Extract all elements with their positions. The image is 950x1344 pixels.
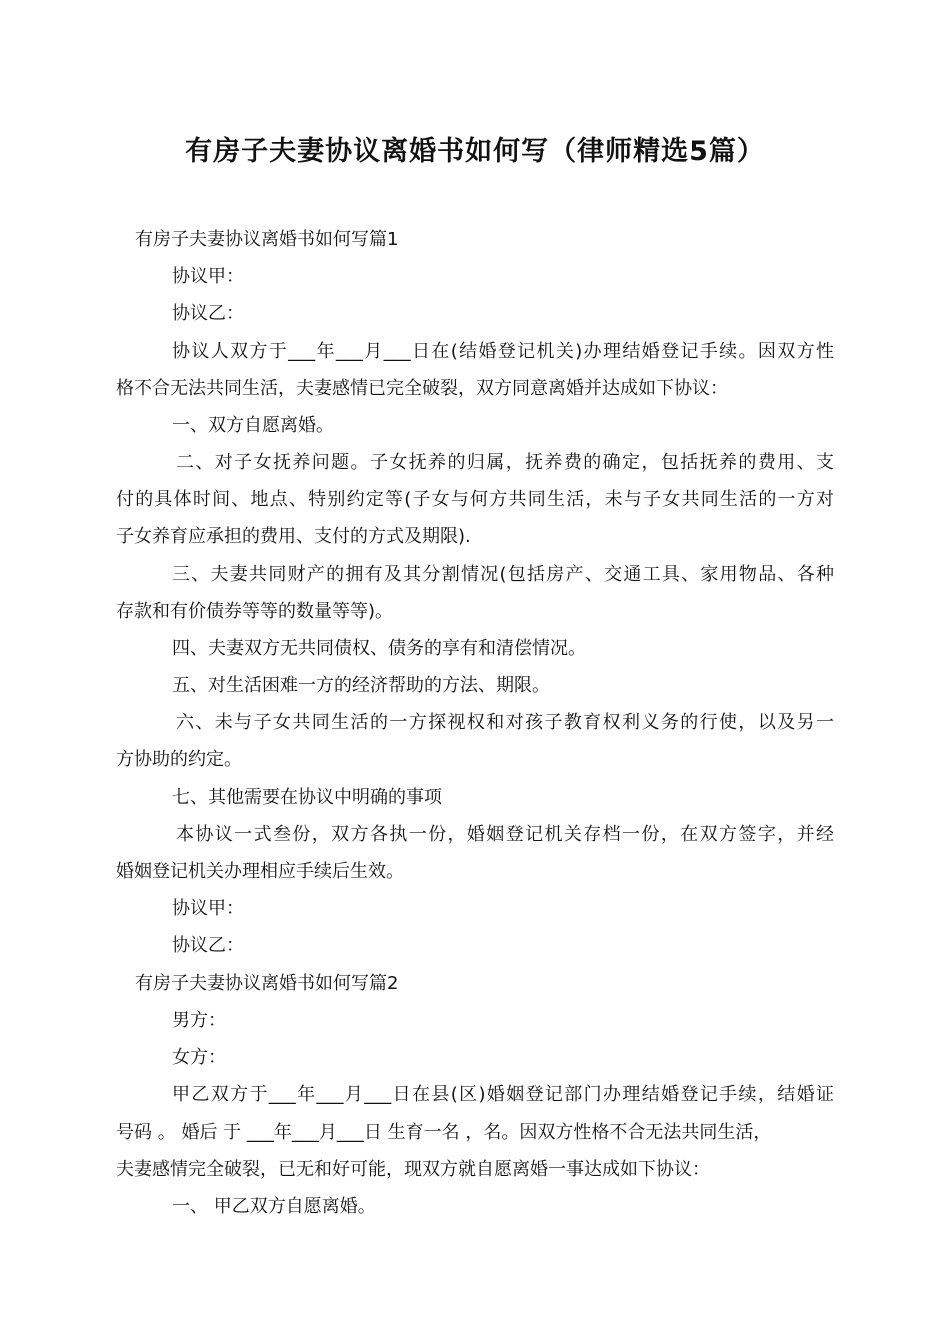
clause-6-line: 方协助的约定。 bbox=[116, 749, 242, 770]
party-b-label: 协议乙： bbox=[172, 303, 244, 324]
clause-1: 一、 甲乙双方自愿离婚。 bbox=[172, 1196, 376, 1217]
clause-1: 一、双方自愿离婚。 bbox=[172, 415, 334, 436]
clause-2-line: 子女养育应承担的费用、支付的方式及期限). bbox=[116, 526, 471, 547]
paragraph-line: 协议人双方于___年___月___日在(结婚登记机关)办理结婚登记手续。因双方性 bbox=[172, 341, 834, 362]
female-party-label: 女方： bbox=[172, 1047, 226, 1068]
clause-3-line: 存款和有价债券等等的数量等等)。 bbox=[116, 601, 394, 622]
clause-2-line: 付的具体时间、地点、特别约定等(子女与何方共同生活，未与子女共同生活的一方对 bbox=[116, 489, 834, 510]
section-heading-1: 有房子夫妻协议离婚书如何写篇1 bbox=[135, 229, 399, 250]
clause-7: 七、其他需要在协议中明确的事项 bbox=[172, 787, 442, 808]
clause-4: 四、夫妻双方无共同债权、债务的享有和清偿情况。 bbox=[172, 638, 586, 659]
section-heading-2: 有房子夫妻协议离婚书如何写篇2 bbox=[135, 973, 399, 994]
clause-2-line: 二、对子女抚养问题。子女抚养的归属，抚养费的确定，包括抚养的费用、支 bbox=[176, 452, 834, 473]
closing-paragraph-line: 本协议一式叁份，双方各执一份，婚姻登记机关存档一份，在双方签字，并经 bbox=[176, 824, 834, 845]
paragraph-line: 夫妻感情完全破裂，已无和好可能，现双方就自愿离婚一事达成如下协议： bbox=[116, 1159, 710, 1180]
paragraph-line: 格不合无法共同生活，夫妻感情已完全破裂，双方同意离婚并达成如下协议： bbox=[116, 378, 728, 399]
paragraph-line: 号码 。 婚后 于 ___年___月___日 生育一名 ，名。因双方性格不合无法共同生活， bbox=[116, 1122, 772, 1143]
paragraph-line: 甲乙双方于___年___月___日在县(区)婚姻登记部门办理结婚登记手续，结婚证 bbox=[172, 1084, 834, 1105]
closing-paragraph-line: 婚姻登记机关办理相应手续后生效。 bbox=[116, 861, 404, 882]
party-a-label: 协议甲： bbox=[172, 266, 244, 287]
clause-3-line: 三、夫妻共同财产的拥有及其分割情况(包括房产、交通工具、家用物品、各种 bbox=[172, 564, 834, 585]
clause-6-line: 六、未与子女共同生活的一方探视权和对孩子教育权利义务的行使，以及另一 bbox=[176, 712, 834, 733]
document-title: 有房子夫妻协议离婚书如何写（律师精选5篇） bbox=[185, 136, 765, 167]
clause-5: 五、对生活困难一方的经济帮助的方法、期限。 bbox=[172, 675, 550, 696]
party-a-signature-label: 协议甲： bbox=[172, 898, 244, 919]
party-b-signature-label: 协议乙： bbox=[172, 935, 244, 956]
male-party-label: 男方： bbox=[172, 1010, 226, 1031]
